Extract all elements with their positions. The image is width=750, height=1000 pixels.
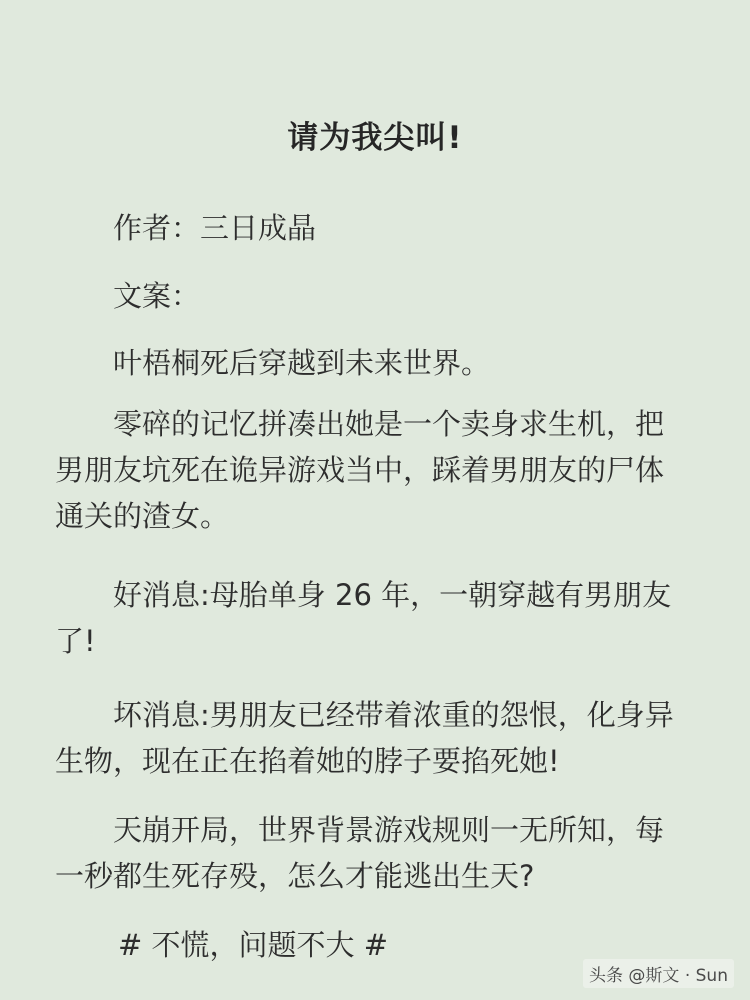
paragraph-1-line-1: 叶梧桐死后穿越到未来世界。 bbox=[113, 346, 491, 380]
paragraph-2-line-2: 男朋友坑死在诡异游戏当中，踩着男朋友的尸体 bbox=[55, 453, 665, 487]
paragraph-1 bbox=[55, 340, 700, 386]
paragraph-5-line-2: 一秒都生死存殁，怎么才能逃出生天? bbox=[55, 859, 535, 893]
paragraph-2-line-1: 零碎的记忆拼凑出她是一个卖身求生机，把 bbox=[113, 407, 665, 441]
paragraph-5-line-1: 天崩开局，世界背景游戏规则一无所知，每 bbox=[113, 813, 665, 847]
paragraph-2-line-3: 通关的渣女。 bbox=[55, 499, 230, 533]
paragraph-3-line-2: 了! bbox=[55, 624, 96, 658]
paragraph-3 bbox=[55, 572, 700, 664]
paragraph-4-line-2: 生物，现在正在掐着她的脖子要掐死她! bbox=[55, 744, 560, 778]
page-title: 请为我尖叫! bbox=[287, 120, 463, 156]
synopsis-label: 文案： bbox=[113, 279, 201, 313]
source-watermark: 头条 @斯文 · Sun bbox=[583, 959, 734, 988]
paragraph-4 bbox=[55, 692, 700, 784]
paragraph-4-line-1: 坏消息:男朋友已经带着浓重的怨恨，化身异 bbox=[113, 698, 674, 732]
tagline: # 不慌，问题不大 # bbox=[118, 928, 389, 962]
author-line: 作者：三日成晶 bbox=[113, 211, 317, 245]
paragraph-5 bbox=[55, 807, 700, 899]
paragraph-3-line-1: 好消息:母胎单身 26 年，一朝穿越有男朋友 bbox=[113, 578, 672, 612]
paragraph-2 bbox=[55, 401, 700, 539]
